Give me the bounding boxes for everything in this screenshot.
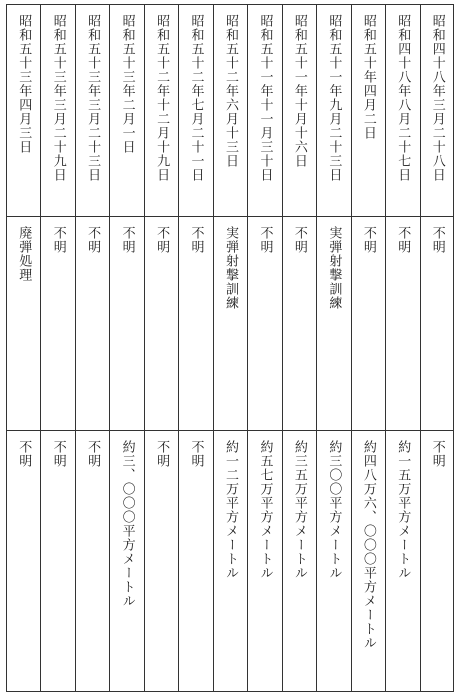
column-divider: [109, 4, 110, 692]
row-divider: [6, 430, 454, 431]
area-cell: 約一二万平方メートル: [223, 440, 238, 580]
area-cell: 約一五万平方メートル: [395, 440, 411, 580]
column-divider: [178, 4, 179, 692]
area-cell: 約三〇〇平方メートル: [326, 440, 342, 580]
area-cell: 不明: [188, 440, 204, 468]
row-divider: [6, 691, 454, 692]
reason-cell: 実弾射撃訓練: [326, 226, 342, 310]
date-cell: 昭和五十三年三月二十三日: [85, 14, 101, 182]
reason-cell: 不明: [154, 226, 170, 254]
area-cell: 不明: [16, 440, 32, 468]
row-divider: [6, 216, 454, 217]
reason-cell: 不明: [50, 226, 66, 254]
column-divider: [213, 4, 214, 692]
column-divider: [282, 4, 283, 692]
area-cell: 約三、〇〇〇平方メートル: [119, 440, 135, 608]
date-cell: 昭和五十一年九月二十三日: [326, 14, 342, 182]
column-divider: [144, 4, 145, 692]
column-divider: [75, 4, 76, 692]
reason-cell: 不明: [85, 226, 101, 254]
column-divider: [385, 4, 386, 692]
reason-cell: 実弾射撃訓練: [223, 226, 238, 310]
date-cell: 昭和四十八年三月二十八日: [429, 14, 445, 182]
column-divider: [351, 4, 352, 692]
incident-table: [6, 4, 454, 692]
area-cell: 約三五万平方メートル: [291, 440, 307, 580]
reason-cell: 不明: [119, 226, 135, 254]
area-cell: 不明: [429, 440, 445, 468]
column-divider: [6, 4, 7, 692]
date-cell: 昭和五十一年十月十六日: [291, 14, 307, 168]
column-divider: [316, 4, 317, 692]
reason-cell: 不明: [395, 226, 411, 254]
column-divider: [420, 4, 421, 692]
row-divider: [6, 4, 454, 5]
reason-cell: 不明: [360, 226, 376, 254]
date-cell: 昭和五十二年十二月十九日: [154, 14, 170, 182]
area-cell: 約五七万平方メートル: [257, 440, 273, 580]
reason-cell: 廃弾処理: [16, 226, 32, 282]
reason-cell: 不明: [429, 226, 445, 254]
reason-cell: 不明: [257, 226, 273, 254]
column-divider: [40, 4, 41, 692]
area-cell: 不明: [50, 440, 66, 468]
date-cell: 昭和四十八年八月二十七日: [395, 14, 411, 182]
area-cell: 不明: [85, 440, 101, 468]
date-cell: 昭和五十年四月二日: [360, 14, 376, 140]
date-cell: 昭和五十三年四月三日: [16, 14, 32, 154]
date-cell: 昭和五十二年六月十三日: [223, 14, 238, 168]
date-cell: 昭和五十三年三月二十九日: [50, 14, 66, 182]
area-cell: 約四八万六、〇〇〇平方メートル: [360, 440, 376, 650]
column-divider: [453, 4, 454, 692]
area-cell: 不明: [154, 440, 170, 468]
date-cell: 昭和五十一年十一月三十日: [257, 14, 273, 182]
reason-cell: 不明: [188, 226, 204, 254]
date-cell: 昭和五十三年二月一日: [119, 14, 135, 154]
date-cell: 昭和五十二年七月二十一日: [188, 14, 204, 182]
column-divider: [247, 4, 248, 692]
reason-cell: 不明: [291, 226, 307, 254]
